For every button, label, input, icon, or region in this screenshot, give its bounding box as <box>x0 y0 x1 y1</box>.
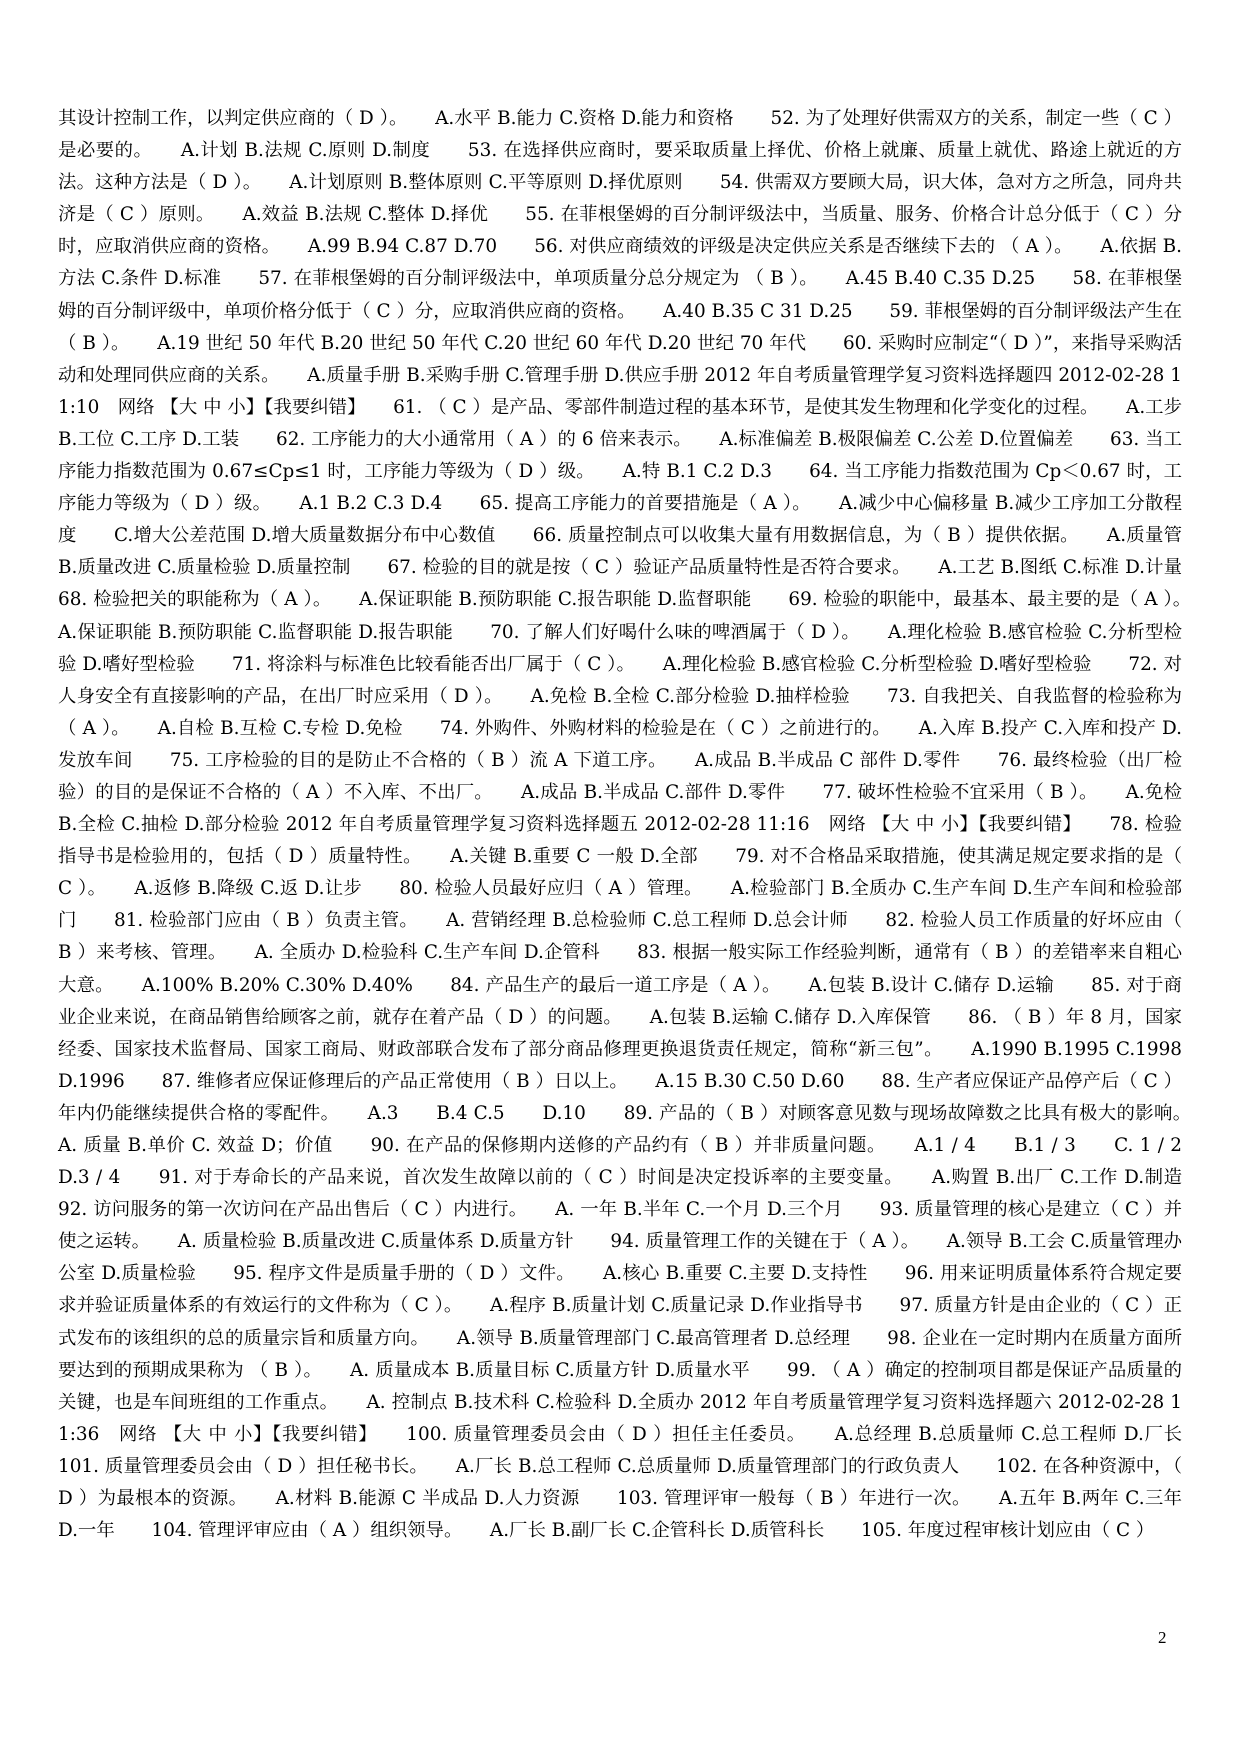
body-text: 其设计控制工作，以判定供应商的（ D ）。 A.水平 B.能力 C.资格 D.能力和资格 52. 为了处理好供需双方的关系，制定一些（ C ）是必要的。 A.计划 B.法规 C.原则 D.制度 53. 在选择供应商时，要采取质量上择优、价格上就廉、质量上就优、路途上就近的方法。这种方法是（ D ）。 A.计划原则 B.整体原则 C.平等原则 D.择优原则 54. 供需双方要顾大局，识大体，急对方之所急，同舟共济是（ C ）原则。 A.效益 B.法规 C.整体 D.择优 55. 在菲根堡姆的百分制评级法中，当质量、服务、价格合计总分低于（ C ）分时，应取消供应商的资格。 A.99 B.94 C.87 D.70 56. 对供应商绩效的评级是决定供应关系是否继续下去的 （ A ）。 A.依据 B.方法 C.条件 D.标准 57. 在菲根堡姆的百分制评级法中，单项质量分总分规定为 （ B ）。 A.45 B.40 C.35 D.25 58. 在菲根堡姆的百分制评级中，单项价格分低于（ C ）分，应取消供应商的资格。 A.40 B.35 C 31 D.25 59. 菲根堡姆的百分制评级法产生在（ B ）。 A.19 世纪 50 年代 B.20 世纪 50 年代 C.20 世纪 60 年代 D.20 世纪 70 年代 60. 采购时应制定“（ D ）”，来指导采购活动和处理同供应商的关系。 A.质量手册 B.采购手册 C.管理手册 D.供应手册 2012 年自考质量管理学复习资料选择题四 2012-02-28 11:10 网络 【大 中 小】【我要纠错】 61. （ C ）是产品、零部件制造过程的基本环节，是使其发生物理和化学变化的过程。 A.工步 B.工位 C.工序 D.工装 62. 工序能力的大小通常用（ A ）的 6 倍来表示。 A.标准偏差 B.极限偏差 C.公差 D.位置偏差 63. 当工序能力指数范围为 0.67≤Cp≤1 时，工序能力等级为（ D ）级。 A.特 B.1 C.2 D.3 64. 当工序能力指数范围为 Cp＜0.67 时，工序能力等级为（ D ）级。 A.1 B.2 C.3 D.4 65. 提高工序能力的首要措施是（ A ）。 A.减少中心偏移量 B.减少工序加工分散程度 C.增大公差范围 D.增大质量数据分布中心数值 66. 质量控制点可以收集大量有用数据信息，为（ B ）提供依据。 A.质量管 B.质量改进 C.质量检验 D.质量控制 67. 检验的目的就是按（ C ）验证产品质量特性是否符合要求。 A.工艺 B.图纸 C.标准 D.计量 68. 检验把关的职能称为（ A ）。 A.保证职能 B.预防职能 C.报告职能 D.监督职能 69. 检验的职能中，最基本、最主要的是（ A ）。 A.保证职能 B.预防职能 C.监督职能 D.报告职能 70. 了解人们好喝什么味的啤酒属于（ D ）。 A.理化检验 B.感官检验 C.分析型检验 D.嗜好型检验 71. 将涂料与标准色比较看能否出厂属于（ C ）。 A.理化检验 B.感官检验 C.分析型检验 D.嗜好型检验 72. 对人身安全有直接影响的产品，在出厂时应采用（ D ）。 A.免检 B.全检 C.部分检验 D.抽样检验 73. 自我把关、自我监督的检验称为（ A ）。 A.自检 B.互检 C.专检 D.免检 74. 外购件、外购材料的检验是在（ C ）之前进行的。 A.入库 B.投产 C.入库和投产 D.发放车间 75. 工序检验的目的是防止不合格的（ B ）流 A 下道工序。 A.成品 B.半成品 C 部件 D.零件 76. 最终检验（出厂检验）的目的是保证不合格的（ A ）不入库、不出厂。 A.成品 B.半成品 C.部件 D.零件 77. 破坏性检验不宜采用（ B ）。 A.免检 B.全检 C.抽检 D.部分检验 2012 年自考质量管理学复习资料选择题五 2012-02-28 11:16 网络 【大 中 小】【我要纠错】 78. 检验指导书是检验用的，包括（ D ）质量特性。 A.关键 B.重要 C 一般 D.全部 79. 对不合格品采取措施，使其满足规定要求指的是（ C ）。 A.返修 B.降级 C.返 D.让步 80. 检验人员最好应归（ A ）管理。 A.检验部门 B.全质办 C.生产车间 D.生产车间和检验部门 81. 检验部门应由（ B ）负责主管。 A. 营销经理 B.总检验师 C.总工程师 D.总会计师 82. 检验人员工作质量的好坏应由（ B ）来考核、管理。 A. 全质办 D.检验科 C.生产车间 D.企管科 83. 根据一般实际工作经验判断，通常有（ B ）的差错率来自粗心大意。 A.100% B.20% C.30% D.40% 84. 产品生产的最后一道工序是（ A ）。 A.包装 B.设计 C.储存 D.运输 85. 对于商业企业来说，在商品销售给顾客之前，就存在着产品（ D ）的问题。 A.包装 B.运输 C.储存 D.入库保管 86. （ B ）年 8 月，国家经委、国家技术监督局、国家工商局、财政部联合发布了部分商品修理更换退货责任规定，简称“新三包”。 A.1990 B.1995 C.1998 D.1996 87. 维修者应保证修理后的产品正常使用（ B ）日以上。 A.15 B.30 C.50 D.60 88. 生产者应保证产品停产后（ C ）年内仍能继续提供合格的零配件。 A.3 B.4 C.5 D.10 89. 产品的（ B ）对顾客意见数与现场故障数之比具有极大的影响。 A. 质量 B.单价 C. 效益 D；价值 90. 在产品的保修期内送修的产品约有（ B ）并非质量问题。 A.1 / 4 B.1 / 3 C. 1 / 2 D.3 / 4 91. 对于寿命长的产品来说，首次发生故障以前的（ C ）时间是决定投诉率的主要变量。 A.购置 B.出厂 C.工作 D.制造 92. 访问服务的第一次访问在产品出售后（ C ）内进行。 A. 一年 B.半年 C.一个月 D.三个月 93. 质量管理的核心是建立（ C ）并使之运转。 A. 质量检验 B.质量改进 C.质量体系 D.质量方针 94. 质量管理工作的关键在于（ A ）。 A.领导 B.工会 C.质量管理办公室 D.质量检验 95. 程序文件是质量手册的（ D ）文件。 A.核心 B.重要 C.主要 D.支持性 96. 用来证明质量体系符合规定要求并验证质量体系的有效运行的文件称为（ C ）。 A.程序 B.质量计划 C.质量记录 D.作业指导书 97. 质量方针是由企业的（ C ）正式发布的该组织的总的质量宗旨和质量方向。 A.领导 B.质量管理部门 C.最高管理者 D.总经理 98. 企业在一定时期内在质量方面所要达到的预期成果称为 （ B ）。 A. 质量成本 B.质量目标 C.质量方针 D.质量水平 99. （ A ）确定的控制项目都是保证产品质量的关键，也是车间班组的工作重点。 A. 控制点 B.技术科 C.检验科 D.全质办 2012 年自考质量管理学复习资料选择题六 2012-02-28 11:36 网络 【大 中 小】【我要纠错】 100. 质量管理委员会由（ D ）担任主任委员。 A.总经理 B.总质量师 C.总工程师 D.厂长 101. 质量管理委员会由（ D ）担任秘书长。 A.厂长 B.总工程师 C.总质量师 D.质量管理部门的行政负责人 102. 在各种资源中，（ D ）为最根本的资源。 A.材料 B.能源 C 半成品 D.人力资源 103. 管理评审一般每（ B ）年进行一次。 A.五年 B.两年 C.三年 D.一年 104. 管理评审应由（ A ）组织领导。 A.厂长 B.副厂长 C.企管科长 D.质管科长 105. 年度过程审核计划应由（ C ） <box>58 108 1219 1542</box>
page-number: 2 <box>1158 1628 1167 1647</box>
